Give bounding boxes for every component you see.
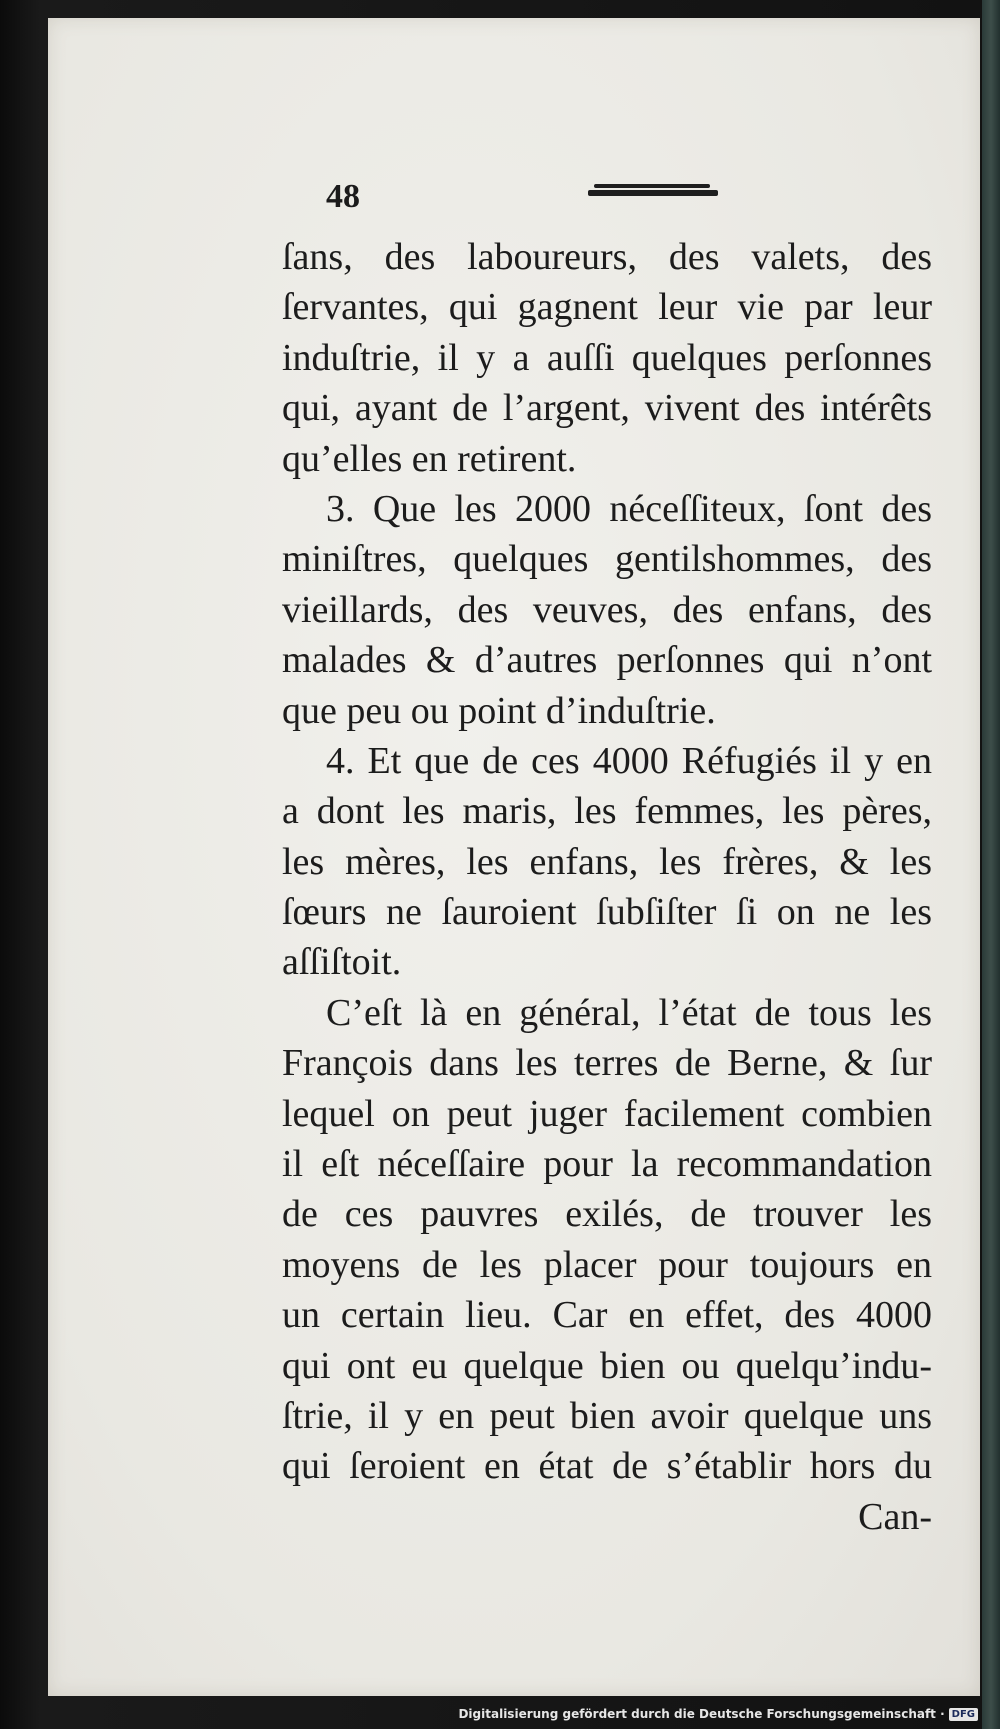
text-line: ſervantes, qui gagnent leur vie par leur	[282, 286, 932, 329]
book-binding-edge	[982, 0, 1000, 1729]
text-line: C’eſt là en général, l’état de tous les	[326, 991, 932, 1034]
text-line: 4. Et que de ces 4000 Réfugiés il y en	[326, 739, 932, 782]
text-line: ſans, des laboureurs, des valets, des	[282, 236, 932, 278]
text-line: 3. Que les 2000 néceſſiteux, ſont des	[326, 487, 932, 530]
text-line: qui, ayant de l’argent, vivent des intérêts	[282, 387, 932, 430]
text-line: vieillards, des veuves, des enfans, des	[282, 588, 932, 631]
text-line: qu’elles en retirent.	[282, 437, 577, 480]
text-line: malades & d’autres perſonnes qui n’ont	[282, 639, 932, 682]
page-number: 48	[326, 178, 360, 215]
text-line: ſtrie, il y en peut bien avoir quelque uns	[282, 1394, 932, 1437]
text-line: ſœurs ne ſauroient ſubſiſter ſi on ne les	[282, 891, 932, 934]
digitization-credit-footer	[458, 1703, 978, 1725]
catchword: Can-	[858, 1495, 932, 1538]
dfg-logo-icon: DFG	[949, 1708, 978, 1721]
text-line: qui ont eu quelque bien ou quelqu’indu-	[282, 1344, 932, 1387]
text-line: de ces pauvres exilés, de trouver les	[282, 1193, 932, 1236]
text-line: lequel on peut juger facilement combien	[282, 1092, 932, 1135]
text-line: François dans les terres de Berne, & ſur	[282, 1042, 932, 1085]
text-line: aſſiſtoit.	[282, 941, 402, 984]
text-line: induſtrie, il y a auſſi quelques perſonnes	[282, 336, 932, 379]
body-text	[282, 232, 932, 1542]
text-line: a dont les maris, les femmes, les pères,	[282, 790, 932, 833]
credit-text: Digitalisierung gefördert durch die Deutsche Forschungsgemeinschaft ·	[458, 1707, 945, 1721]
text-line: qui ſeroient en état de s’établir hors du	[282, 1445, 932, 1488]
text-line: moyens de les placer pour toujours en	[282, 1243, 932, 1286]
text-line: il eſt néceſſaire pour la recommandation	[282, 1143, 932, 1186]
header-ornament-rule	[588, 184, 718, 196]
text-line: les mères, les enfans, les frères, & les	[282, 840, 932, 883]
text-line: miniſtres, quelques gentilshommes, des	[282, 538, 932, 581]
text-line: un certain lieu. Car en effet, des 4000	[282, 1294, 932, 1337]
text-line: que peu ou point d’induſtrie.	[282, 689, 716, 732]
